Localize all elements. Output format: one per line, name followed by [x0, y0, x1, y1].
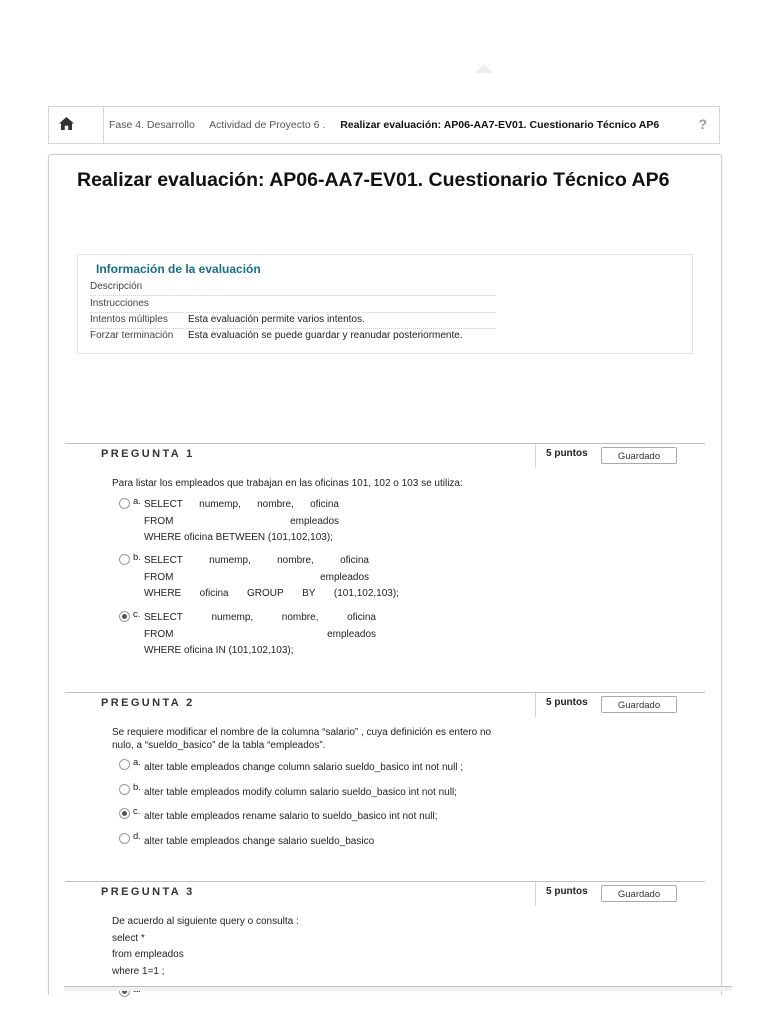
breadcrumb-item-current: Realizar evaluación: AP06-AA7-EV01. Cuestionario Técnico AP6 [340, 119, 660, 131]
code-token: SELECT [144, 499, 183, 510]
question-text [112, 914, 552, 980]
info-label: Instrucciones [90, 298, 149, 309]
info-row-descripcion [90, 279, 496, 296]
info-title: Información de la evaluación [96, 262, 261, 276]
code-token: numemp, [209, 555, 251, 566]
option-line [144, 553, 369, 570]
code-token: SELECT [144, 612, 183, 623]
question-text [112, 726, 552, 752]
code-token: WHERE [144, 588, 182, 599]
option-text [144, 553, 399, 603]
top-caret [475, 64, 493, 73]
info-label: Descripción [90, 281, 143, 292]
question-text-line: Se requiere modificar el nombre de la columna “salario” , cuya definición es entero no [112, 727, 492, 738]
question-points: 5 puntos [546, 448, 588, 459]
option-line [144, 497, 339, 514]
option-line [144, 570, 369, 587]
info-label: Forzar terminación [90, 330, 174, 341]
option-line [144, 514, 339, 531]
assessment-info-box [77, 254, 693, 354]
question-side [535, 693, 706, 717]
option-text: alter table empleados change salario sueldo_basico [144, 836, 375, 847]
code-token: BY [302, 588, 316, 599]
code-token: FROM [144, 628, 174, 640]
option-text: alter table empleados change column salario sueldo_basico int not null ; [144, 762, 464, 773]
help-icon[interactable]: ? [698, 116, 707, 132]
option-text: alter table empleados rename salario to sueldo_basico int not null; [144, 811, 438, 822]
question-side [535, 444, 706, 468]
question-text-line: De acuerdo al siguiente query o consulta : [112, 916, 299, 927]
breadcrumb [48, 106, 720, 144]
code-token: empleados [290, 515, 339, 527]
saved-button[interactable]: Guardado [601, 885, 677, 902]
question-title: PREGUNTA 2 [101, 697, 195, 709]
radio-button[interactable] [119, 554, 130, 565]
option-text [144, 610, 376, 660]
info-row-forzar [90, 328, 496, 344]
option-letter: b. [133, 782, 141, 793]
home-button[interactable] [49, 107, 104, 143]
code-token: empleados [327, 628, 376, 640]
question-title: PREGUNTA 3 [101, 886, 195, 898]
option-line: WHERE oficina IN (101,102,103); [144, 645, 294, 656]
info-row-intentos [90, 312, 496, 329]
question-points: 5 puntos [546, 697, 588, 708]
option-line [144, 610, 376, 627]
saved-button[interactable]: Guardado [601, 447, 677, 464]
code-token: nombre, [281, 612, 319, 623]
breadcrumb-item-actividad[interactable]: Actividad de Proyecto 6 . [209, 119, 326, 131]
code-token: nombre, [277, 555, 314, 566]
question-text-line: where 1=1 ; [112, 965, 165, 977]
info-value: Esta evaluación se puede guardar y reanudar posteriormente. [188, 330, 463, 341]
breadcrumb-item-fase[interactable]: Fase 4. Desarrollo [109, 119, 195, 131]
option-letter: c. [133, 609, 141, 620]
code-token: SELECT [144, 555, 183, 566]
code-token: nombre, [257, 499, 294, 510]
option-letter: b. [133, 552, 141, 563]
question-side [535, 882, 706, 906]
option-letter: c. [133, 806, 141, 817]
question-text-line: from empleados [112, 949, 184, 960]
code-token: numemp, [211, 612, 254, 623]
radio-button-selected[interactable] [119, 808, 130, 819]
question-points: 5 puntos [546, 886, 588, 897]
option-text [144, 497, 339, 547]
question-title: PREGUNTA 1 [101, 448, 195, 460]
option-line [144, 627, 376, 644]
page-title: Realizar evaluación: AP06-AA7-EV01. Cuestionario Técnico AP6 [77, 169, 670, 191]
option-letter: a. [133, 757, 141, 768]
question-text-line: nulo, a “sueldo_basico” de la tabla “empleados”. [112, 740, 326, 751]
radio-button[interactable] [119, 498, 130, 509]
breadcrumb-items [109, 119, 659, 131]
option-letter: a. [133, 496, 141, 507]
code-token: empleados [320, 571, 369, 583]
question-header-3 [65, 881, 705, 906]
option-text: alter table empleados modify column salario sueldo_basico int not null; [144, 787, 457, 798]
radio-button[interactable] [119, 784, 130, 795]
info-value: Esta evaluación permite varios intentos. [188, 314, 365, 325]
page-cutoff-divider [64, 986, 732, 991]
code-token: FROM [144, 515, 174, 527]
code-token: GROUP [247, 588, 284, 599]
code-token: oficina [340, 555, 369, 566]
radio-button[interactable] [119, 833, 130, 844]
option-line: WHERE oficina BETWEEN (101,102,103); [144, 532, 333, 543]
saved-button[interactable]: Guardado [601, 696, 677, 713]
info-label: Intentos múltiples [90, 314, 168, 325]
home-icon [59, 117, 74, 130]
code-token: (101,102,103); [333, 588, 399, 599]
code-token: FROM [144, 571, 174, 583]
code-token: oficina [310, 499, 339, 510]
option-letter: d. [133, 831, 141, 842]
assessment-panel [48, 154, 722, 995]
question-text: Para listar los empleados que trabajan en las oficinas 101, 102 o 103 se utiliza: [112, 478, 463, 489]
question-header-2 [65, 692, 705, 717]
info-row-instrucciones [90, 296, 496, 313]
code-token: oficina [199, 588, 229, 599]
radio-button[interactable] [119, 759, 130, 770]
code-token: oficina [347, 612, 376, 623]
question-text-line: select * [112, 932, 145, 944]
code-token: numemp, [199, 499, 241, 510]
option-line [144, 586, 399, 603]
radio-button-selected[interactable] [119, 611, 130, 622]
question-header-1 [65, 443, 705, 468]
